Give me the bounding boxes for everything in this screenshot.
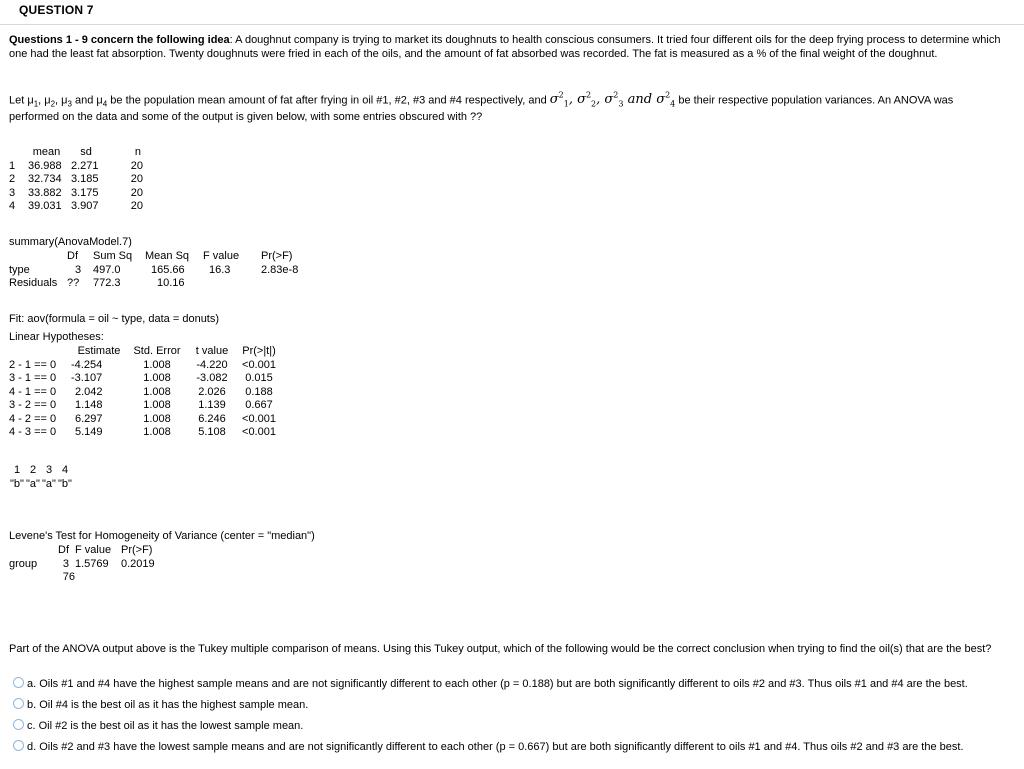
let-middle: be the population mean amount of fat after frying in oil #1, #2, #3 and #4 respectively, and [107,94,550,107]
table-row: 2 - 1 == 0 -4.254 1.008 -4.220 <0.001 [9,358,276,371]
question-text: Part of the ANOVA output above is the Tukey multiple comparison of means. Using this Tukey output, which of the following would be the correct conclusion when trying to find the oil(s) that are the best? [9,643,992,655]
levene-table: Df F value Pr(>F) group 3 1.5769 0.2019 76 [9,544,161,585]
table-row: Residuals ?? 772.3 10.16 [9,277,185,289]
radio-icon[interactable] [13,698,24,709]
table-row: group 3 1.5769 0.2019 [9,557,155,570]
let-line-2: performed on the data and some of the output is given below, with some entries obscured with ?? [9,111,483,123]
option-b[interactable] [13,698,308,711]
mu-sub-4: 4 [102,99,108,109]
table-row: type 3 497.0 165.66 16.3 2.83e-8 [9,263,299,276]
mu-sub-1: 1 [33,99,39,109]
table-row: 4 - 3 == 0 5.149 1.008 5.108 <0.001 [9,426,276,438]
anova-call: summary(AnovaModel.7) [9,236,132,248]
col-n: n [134,146,141,158]
sigma-variances: $\sigma^2_1$, $\sigma^2_2$, $\sigma^2_3$ and $\sigma^2_4$ [549,91,676,109]
tukey-fit: Fit: aov(formula = oil ~ type, data = donuts) [9,313,220,325]
col-sd: sd [80,146,92,158]
option-d[interactable] [13,740,964,753]
mu-sub-2: 2 [50,99,56,109]
option-a[interactable] [13,677,968,690]
col-mean: mean [32,146,61,158]
let-line: Let $\mu_1$, $\mu_2$, $\mu_3$ and $\mu_4$ be the population mean amount of fat after frying in oil #1, #2, #3 and #4 respectively, and $\sigma^2_1$, $\sigma^2_2$, $\sigma^2_3$ and $\sigma^2_4$ be their respective population variances. An ANOVA was [9,91,954,109]
cld-letters: 1 2 3 4 "b" "a" "a" "b" [10,464,72,490]
radio-icon[interactable] [13,719,24,730]
tukey-table: Estimate Std. Error t value Pr(>|t|) 2 - 1 == 0 -4.254 1.008 -4.220 <0.001 3 - 1 == 0 -3.107 1.008 -3.082 0.015 4 - 1 == 0 2.042 1.008 2.026 0.188 3 - 2 == 0 1.148 1.008 1.139 0.667 4 - 2 == 0 6.297 1.008 6.246 <0.001 4 - 3 == 0 5.149 1.008 5.108 <0.001 [9,345,281,440]
sigma-and: and [627,92,653,108]
table-row: 4 - 2 == 0 6.297 1.008 6.246 <0.001 [9,412,276,425]
option-c-label: c. Oil #2 is the best oil as it has the lowest sample mean. [27,720,304,732]
radio-icon[interactable] [13,740,24,751]
mu-sub-3: 3 [67,99,72,109]
intro-text: : A doughnut company is trying to market its doughnuts to health conscious consumers. It tried four different oils for the deep frying process to determine which one had the least fat absorption. Twenty doughnuts were fried in each of the oils, and the amount of fat absorbed was recorded. The fat is measured as a % of the final weight of the doughnut. [9,34,1001,60]
table-row: 3 - 2 == 0 1.148 1.008 1.139 0.667 [9,399,273,411]
tukey-title: Linear Hypotheses: [9,331,104,343]
radio-icon[interactable] [13,677,24,688]
option-c[interactable] [13,719,303,732]
option-b-label: b. Oil #4 is the best oil as it has the highest sample mean. [27,699,309,711]
option-d-label: d. Oils #2 and #3 have the lowest sample means and are not significantly different to each other (p = 0.667) but are both significantly different to oils #1 and #4. Thus oils #2 and #3 are the best. [27,741,964,753]
question-title: QUESTION 7 [19,3,94,17]
let-prefix: Let μ [9,94,34,107]
table-row: 2 32.734 3.185 20 [9,173,143,185]
levene-title: Levene's Test for Homogeneity of Variance (center = "median") [9,530,315,542]
table-row: 3 33.882 3.175 20 [9,186,143,199]
table-row: 76 [62,571,75,583]
question-header [0,0,1024,25]
intro-paragraph [9,33,1015,61]
anova-table: Df Sum Sq Mean Sq F value Pr(>F) type 3 497.0 165.66 16.3 2.83e-8 Residuals ?? 772.3 10.16 [9,250,311,291]
summary-stats-table [9,146,143,214]
let-suffix: be their respective population variances. An ANOVA was [675,94,954,107]
intro-bold: Questions 1 - 9 concern the following idea [9,34,230,46]
table-row: 4 39.031 3.907 20 [9,200,143,212]
option-a-label: a. Oils #1 and #4 have the highest sample means and are not significantly different to each other (p = 0.188) but are both significantly different to oils #2 and #3. Thus oils #1 and #4 are the best. [27,678,968,690]
table-row: 4 - 1 == 0 2.042 1.008 2.026 0.188 [9,385,273,398]
table-row: 1 36.988 2.271 20 [9,159,143,172]
table-row: 3 - 1 == 0 -3.107 1.008 -3.082 0.015 [9,372,273,384]
